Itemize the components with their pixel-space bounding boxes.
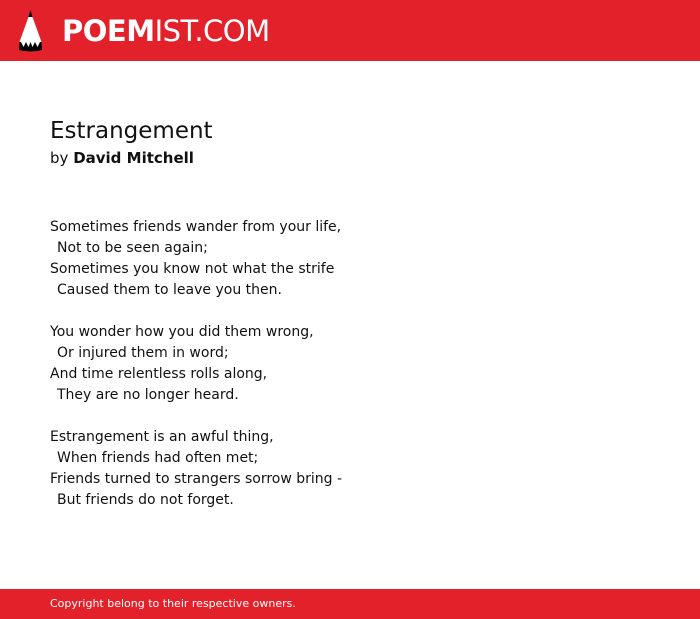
poem-byline	[50, 148, 650, 168]
logo-text-bold: POEM	[62, 14, 155, 48]
poem-body	[50, 217, 650, 511]
poem-line: Sometimes you know not what the strife	[50, 261, 335, 277]
site-logo-link[interactable]	[18, 10, 270, 52]
poem-line: When friends had often met;	[57, 450, 259, 466]
poem-line: Not to be seen again;	[57, 240, 208, 256]
site-header	[0, 0, 700, 61]
poem-line: But friends do not forget.	[57, 492, 234, 508]
poem-content	[50, 116, 650, 532]
author-name: David Mitchell	[73, 149, 194, 167]
poem-line: Friends turned to strangers sorrow bring -	[50, 471, 343, 487]
poem-title: Estrangement	[50, 118, 213, 144]
stanza-3	[50, 427, 650, 511]
poem-line: Sometimes friends wander from your life,	[50, 219, 342, 235]
poem-line: You wonder how you did them wrong,	[50, 324, 314, 340]
site-footer	[0, 589, 700, 619]
poem-line: Estrangement is an awful thing,	[50, 429, 274, 445]
logo-text-light: IST.COM	[154, 14, 270, 48]
poem-line: Or injured them in word;	[57, 345, 229, 361]
copyright-notice: Copyright belong to their respective owners.	[50, 597, 296, 610]
poem-line: And time relentless rolls along,	[50, 366, 268, 382]
site-logo-text	[62, 10, 270, 52]
byline-prefix: by	[50, 149, 69, 167]
stanza-1	[50, 217, 650, 301]
poem-line: Caused them to leave you then.	[57, 282, 282, 298]
pencil-tip-icon	[18, 10, 43, 52]
poem-line: They are no longer heard.	[57, 387, 239, 403]
stanza-2	[50, 322, 650, 406]
